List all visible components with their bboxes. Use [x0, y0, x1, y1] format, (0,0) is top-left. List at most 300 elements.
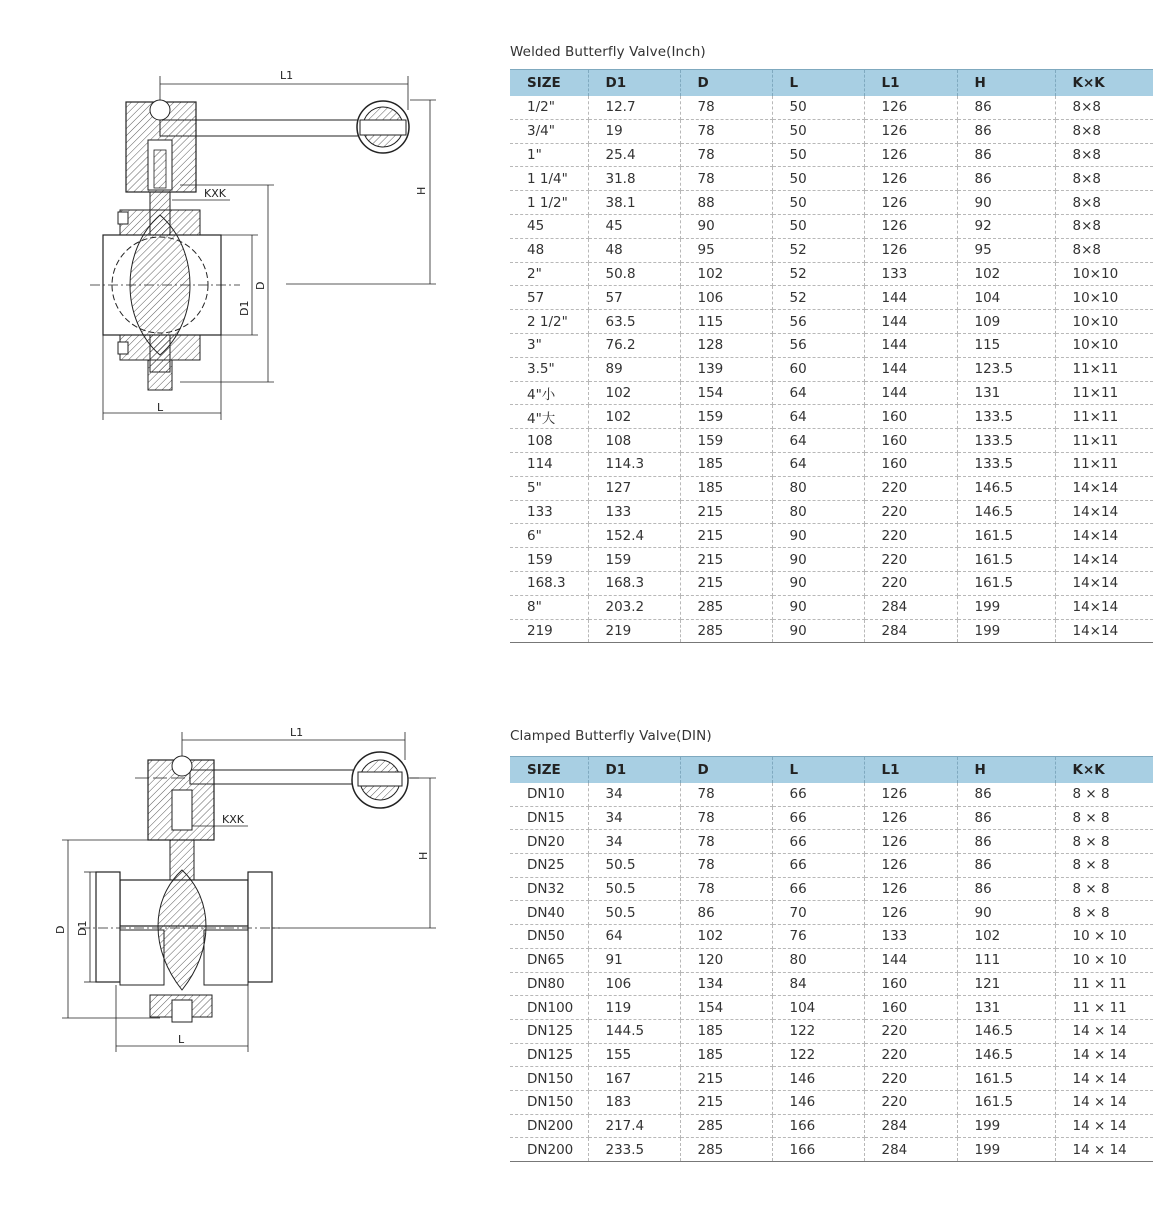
table-row — [510, 96, 1153, 119]
table-cell: 285 — [680, 1114, 772, 1138]
welded-dimension-table — [510, 69, 1153, 643]
table-cell: 109 — [957, 310, 1055, 334]
table-cell: 34 — [588, 806, 680, 830]
table-cell: 10×10 — [1055, 262, 1153, 286]
table-cell: 8×8 — [1055, 238, 1153, 262]
table-cell: 215 — [680, 548, 772, 572]
table-cell: 86 — [957, 119, 1055, 143]
table-cell: 199 — [957, 1138, 1055, 1162]
table-cell: 14 × 14 — [1055, 1043, 1153, 1067]
table-cell: 126 — [864, 877, 957, 901]
table-cell: 14 × 14 — [1055, 1090, 1153, 1114]
table-cell: 133.5 — [957, 452, 1055, 476]
table-row — [510, 214, 1153, 238]
table-cell: 1 1/2" — [510, 191, 588, 215]
column-header: L1 — [864, 757, 957, 784]
table-row — [510, 143, 1153, 167]
table-cell: 233.5 — [588, 1138, 680, 1162]
table-cell: 90 — [772, 524, 864, 548]
table-cell: 90 — [772, 571, 864, 595]
column-header: SIZE — [510, 757, 588, 784]
table-cell: DN125 — [510, 1019, 588, 1043]
table-cell: 203.2 — [588, 595, 680, 619]
table-cell: DN10 — [510, 783, 588, 806]
table-cell: 86 — [957, 806, 1055, 830]
table-row — [510, 619, 1153, 643]
table-cell: 215 — [680, 571, 772, 595]
table-cell: 161.5 — [957, 571, 1055, 595]
table-cell: 284 — [864, 595, 957, 619]
table-row — [510, 405, 1153, 429]
table-row — [510, 548, 1153, 572]
table-cell: 159 — [680, 429, 772, 453]
table-cell: 144.5 — [588, 1019, 680, 1043]
table-row — [510, 310, 1153, 334]
table-row — [510, 830, 1153, 854]
l-label: L — [157, 401, 164, 414]
table-cell: 86 — [957, 877, 1055, 901]
table-cell: 146.5 — [957, 1043, 1055, 1067]
table-cell: 160 — [864, 972, 957, 996]
h-label: H — [415, 186, 428, 195]
table-row — [510, 333, 1153, 357]
table-row — [510, 429, 1153, 453]
table-row — [510, 1019, 1153, 1043]
table-cell: DN80 — [510, 972, 588, 996]
table-cell: 78 — [680, 143, 772, 167]
table-cell: 1/2" — [510, 96, 588, 119]
table-cell: 10×10 — [1055, 286, 1153, 310]
table-cell: 5" — [510, 476, 588, 500]
table-cell: 8×8 — [1055, 167, 1153, 191]
table-cell: 10×10 — [1055, 310, 1153, 334]
table-cell: 64 — [588, 925, 680, 949]
table-cell: 3/4" — [510, 119, 588, 143]
table-cell: 134 — [680, 972, 772, 996]
table-cell: 126 — [864, 167, 957, 191]
table-cell: 1 1/4" — [510, 167, 588, 191]
table-cell: 52 — [772, 286, 864, 310]
table-cell: 185 — [680, 1019, 772, 1043]
table-cell: 220 — [864, 500, 957, 524]
table-cell: 102 — [680, 925, 772, 949]
table-cell: 2" — [510, 262, 588, 286]
welded-valve-drawing — [80, 60, 540, 500]
table-cell: 220 — [864, 1067, 957, 1091]
table-cell: 220 — [864, 476, 957, 500]
table-cell: 50.5 — [588, 854, 680, 878]
table-cell: DN20 — [510, 830, 588, 854]
table-cell: 159 — [510, 548, 588, 572]
table-cell: 76.2 — [588, 333, 680, 357]
table-cell: 123.5 — [957, 357, 1055, 381]
table-cell: 14×14 — [1055, 619, 1153, 643]
table-cell: 78 — [680, 830, 772, 854]
table-cell: 185 — [680, 1043, 772, 1067]
table-row — [510, 524, 1153, 548]
table-cell: DN25 — [510, 854, 588, 878]
table-cell: 126 — [864, 830, 957, 854]
table-cell: 76 — [772, 925, 864, 949]
table-cell: 8" — [510, 595, 588, 619]
table-cell: 90 — [957, 901, 1055, 925]
table-cell: 84 — [772, 972, 864, 996]
table-cell: DN32 — [510, 877, 588, 901]
table-cell: 3.5" — [510, 357, 588, 381]
table-cell: DN125 — [510, 1043, 588, 1067]
table-cell: 34 — [588, 783, 680, 806]
table-cell: 66 — [772, 830, 864, 854]
table-row — [510, 783, 1153, 806]
table-cell: 146 — [772, 1067, 864, 1091]
table-row — [510, 500, 1153, 524]
table-cell: 220 — [864, 1090, 957, 1114]
column-header: L1 — [864, 70, 957, 97]
table-row — [510, 476, 1153, 500]
table-cell: 78 — [680, 96, 772, 119]
column-header: L — [772, 757, 864, 784]
table-cell: 92 — [957, 214, 1055, 238]
table-cell: 11×11 — [1055, 405, 1153, 429]
table-cell: 95 — [680, 238, 772, 262]
table-cell: DN100 — [510, 996, 588, 1020]
table-cell: 108 — [510, 429, 588, 453]
table-cell: 50 — [772, 119, 864, 143]
table-cell: 285 — [680, 595, 772, 619]
table-cell: 217.4 — [588, 1114, 680, 1138]
table-cell: 90 — [772, 619, 864, 643]
table-cell: 102 — [957, 925, 1055, 949]
table-cell: 11×11 — [1055, 381, 1153, 405]
table-cell: 131 — [957, 381, 1055, 405]
h-label: H — [417, 851, 430, 860]
table-cell: 66 — [772, 806, 864, 830]
table-cell: 102 — [588, 381, 680, 405]
table-cell: 56 — [772, 310, 864, 334]
table-cell: 50 — [772, 167, 864, 191]
table-cell: 126 — [864, 783, 957, 806]
table-cell: 14×14 — [1055, 500, 1153, 524]
table-cell: 8 × 8 — [1055, 806, 1153, 830]
table-cell: 220 — [864, 1043, 957, 1067]
table-cell: 11×11 — [1055, 429, 1153, 453]
table-cell: 12.7 — [588, 96, 680, 119]
table-cell: 95 — [957, 238, 1055, 262]
table-row — [510, 996, 1153, 1020]
table-cell: 14×14 — [1055, 548, 1153, 572]
table-cell: 285 — [680, 619, 772, 643]
table-cell: 50 — [772, 143, 864, 167]
table-cell: 50.5 — [588, 877, 680, 901]
table-cell: 8 × 8 — [1055, 877, 1153, 901]
table-cell: 127 — [588, 476, 680, 500]
table-cell: 6" — [510, 524, 588, 548]
table-cell: 146.5 — [957, 1019, 1055, 1043]
clamped-valve-drawing — [50, 720, 470, 1060]
table-cell: 57 — [588, 286, 680, 310]
table-cell: 50.8 — [588, 262, 680, 286]
table-cell: 133.5 — [957, 405, 1055, 429]
table-cell: 155 — [588, 1043, 680, 1067]
table-cell: 70 — [772, 901, 864, 925]
table-cell: 78 — [680, 167, 772, 191]
table-cell: 185 — [680, 452, 772, 476]
table-row — [510, 119, 1153, 143]
table-row — [510, 948, 1153, 972]
table-cell: DN65 — [510, 948, 588, 972]
table-row — [510, 238, 1153, 262]
table-cell: 159 — [680, 405, 772, 429]
table-cell: 8×8 — [1055, 191, 1153, 215]
table-cell: DN150 — [510, 1067, 588, 1091]
clamped-dimension-table — [510, 756, 1153, 1162]
table-cell: 50 — [772, 191, 864, 215]
table-cell: 64 — [772, 429, 864, 453]
table-cell: 131 — [957, 996, 1055, 1020]
table-cell: 144 — [864, 948, 957, 972]
column-header: H — [957, 757, 1055, 784]
table-cell: 284 — [864, 619, 957, 643]
table-cell: 56 — [772, 333, 864, 357]
table-cell: 133.5 — [957, 429, 1055, 453]
table-cell: 215 — [680, 500, 772, 524]
table-cell: 115 — [680, 310, 772, 334]
table-row — [510, 925, 1153, 949]
table-cell: 102 — [588, 405, 680, 429]
table-cell: 50.5 — [588, 901, 680, 925]
table-cell: 25.4 — [588, 143, 680, 167]
table-cell: 11 × 11 — [1055, 996, 1153, 1020]
table-cell: 166 — [772, 1114, 864, 1138]
column-header: L — [772, 70, 864, 97]
table-cell: 66 — [772, 854, 864, 878]
table-cell: 10×10 — [1055, 333, 1153, 357]
table-cell: DN150 — [510, 1090, 588, 1114]
table-cell: 126 — [864, 806, 957, 830]
table-cell: 3" — [510, 333, 588, 357]
table-cell: 199 — [957, 595, 1055, 619]
table-cell: 161.5 — [957, 524, 1055, 548]
table-cell: 14 × 14 — [1055, 1114, 1153, 1138]
table-cell: 91 — [588, 948, 680, 972]
table-row — [510, 381, 1153, 405]
table-row — [510, 854, 1153, 878]
table-cell: 115 — [957, 333, 1055, 357]
table-cell: 60 — [772, 357, 864, 381]
table-cell: 86 — [957, 167, 1055, 191]
table-cell: 160 — [864, 405, 957, 429]
table-cell: DN200 — [510, 1114, 588, 1138]
table-cell: 8 × 8 — [1055, 783, 1153, 806]
table-cell: 64 — [772, 405, 864, 429]
table-cell: 14×14 — [1055, 524, 1153, 548]
table-cell: 90 — [772, 548, 864, 572]
table-cell: 86 — [957, 96, 1055, 119]
table-cell: 126 — [864, 901, 957, 925]
table-cell: 160 — [864, 996, 957, 1020]
table-cell: 215 — [680, 1067, 772, 1091]
table-cell: 219 — [510, 619, 588, 643]
table-cell: 34 — [588, 830, 680, 854]
table-cell: 126 — [864, 96, 957, 119]
table-cell: 144 — [864, 381, 957, 405]
table-cell: 11 × 11 — [1055, 972, 1153, 996]
table-cell: 126 — [864, 238, 957, 262]
table-cell: 133 — [864, 262, 957, 286]
table-cell: 48 — [510, 238, 588, 262]
table-row — [510, 357, 1153, 381]
table-cell: 183 — [588, 1090, 680, 1114]
table-cell: 2 1/2" — [510, 310, 588, 334]
table-cell: 161.5 — [957, 548, 1055, 572]
table-cell: 133 — [864, 925, 957, 949]
table-cell: 126 — [864, 119, 957, 143]
table-row — [510, 452, 1153, 476]
table-cell: 220 — [864, 1019, 957, 1043]
table-cell: 50 — [772, 214, 864, 238]
table-row — [510, 595, 1153, 619]
table-cell: 80 — [772, 476, 864, 500]
table-cell: 78 — [680, 806, 772, 830]
table-cell: 10 × 10 — [1055, 925, 1153, 949]
d1-label: D1 — [76, 920, 89, 936]
table-cell: DN200 — [510, 1138, 588, 1162]
table-cell: 45 — [588, 214, 680, 238]
table-cell: 114.3 — [588, 452, 680, 476]
table-row — [510, 1138, 1153, 1162]
table-cell: 154 — [680, 381, 772, 405]
table-cell: 4"大 — [510, 405, 588, 429]
table-header-row — [510, 70, 1153, 97]
table-cell: 14×14 — [1055, 571, 1153, 595]
column-header: D1 — [588, 70, 680, 97]
table-row — [510, 286, 1153, 310]
table-row — [510, 1067, 1153, 1091]
table-cell: 146.5 — [957, 500, 1055, 524]
table-row — [510, 1090, 1153, 1114]
d-label: D — [54, 925, 67, 934]
table-cell: 154 — [680, 996, 772, 1020]
d1-label: D1 — [238, 300, 251, 316]
table-cell: 219 — [588, 619, 680, 643]
table-cell: 104 — [772, 996, 864, 1020]
table-row — [510, 1114, 1153, 1138]
table-row — [510, 806, 1153, 830]
table-cell: 90 — [680, 214, 772, 238]
table-cell: 1" — [510, 143, 588, 167]
table-cell: 8×8 — [1055, 214, 1153, 238]
table-cell: 161.5 — [957, 1090, 1055, 1114]
table-cell: 126 — [864, 191, 957, 215]
table-cell: 139 — [680, 357, 772, 381]
table-cell: 220 — [864, 548, 957, 572]
column-header: D1 — [588, 757, 680, 784]
table-cell: 120 — [680, 948, 772, 972]
table-row — [510, 191, 1153, 215]
table-cell: 45 — [510, 214, 588, 238]
table-cell: 14 × 14 — [1055, 1019, 1153, 1043]
column-header: D — [680, 757, 772, 784]
kxk-label: KXK — [222, 813, 244, 826]
table-cell: 126 — [864, 214, 957, 238]
table-cell: 31.8 — [588, 167, 680, 191]
table-cell: 284 — [864, 1114, 957, 1138]
table-cell: 111 — [957, 948, 1055, 972]
table-cell: 102 — [957, 262, 1055, 286]
table-cell: 88 — [680, 191, 772, 215]
table-cell: 104 — [957, 286, 1055, 310]
table-cell: 19 — [588, 119, 680, 143]
table-cell: 38.1 — [588, 191, 680, 215]
table-cell: 168.3 — [510, 571, 588, 595]
table-cell: 126 — [864, 143, 957, 167]
table-cell: 152.4 — [588, 524, 680, 548]
column-header: D — [680, 70, 772, 97]
table-cell: 11×11 — [1055, 452, 1153, 476]
table-cell: 8×8 — [1055, 143, 1153, 167]
table-row — [510, 167, 1153, 191]
table-cell: 80 — [772, 500, 864, 524]
table-cell: 146.5 — [957, 476, 1055, 500]
table-cell: 10 × 10 — [1055, 948, 1153, 972]
table-cell: 144 — [864, 333, 957, 357]
table-cell: 119 — [588, 996, 680, 1020]
table-cell: 8×8 — [1055, 96, 1153, 119]
table-cell: 102 — [680, 262, 772, 286]
table-cell: 11×11 — [1055, 357, 1153, 381]
table-cell: 159 — [588, 548, 680, 572]
table-cell: 14 × 14 — [1055, 1067, 1153, 1091]
table-cell: 168.3 — [588, 571, 680, 595]
table-row — [510, 901, 1153, 925]
table-cell: 52 — [772, 262, 864, 286]
column-header: SIZE — [510, 70, 588, 97]
table-cell: 48 — [588, 238, 680, 262]
d-label: D — [254, 281, 267, 290]
table-cell: 122 — [772, 1043, 864, 1067]
table-cell: 78 — [680, 877, 772, 901]
table-row — [510, 262, 1153, 286]
table-cell: 64 — [772, 452, 864, 476]
table-cell: 80 — [772, 948, 864, 972]
column-header: K×K — [1055, 757, 1153, 784]
table-cell: 57 — [510, 286, 588, 310]
table-cell: 133 — [588, 500, 680, 524]
table-cell: 90 — [957, 191, 1055, 215]
l1-label: L1 — [280, 69, 294, 82]
table-cell: 78 — [680, 783, 772, 806]
table-cell: 126 — [864, 854, 957, 878]
table-cell: 50 — [772, 96, 864, 119]
table-cell: 52 — [772, 238, 864, 262]
table-cell: 285 — [680, 1138, 772, 1162]
table-cell: 8 × 8 — [1055, 901, 1153, 925]
table-cell: 106 — [680, 286, 772, 310]
l-label: L — [178, 1033, 185, 1046]
table-cell: 8 × 8 — [1055, 854, 1153, 878]
table-cell: 185 — [680, 476, 772, 500]
table-cell: 86 — [957, 143, 1055, 167]
table-cell: 161.5 — [957, 1067, 1055, 1091]
table-cell: DN15 — [510, 806, 588, 830]
table-cell: 114 — [510, 452, 588, 476]
table-cell: 90 — [772, 595, 864, 619]
table-cell: 144 — [864, 310, 957, 334]
table-cell: 133 — [510, 500, 588, 524]
table-cell: 14 × 14 — [1055, 1138, 1153, 1162]
table-cell: 144 — [864, 357, 957, 381]
table-cell: 63.5 — [588, 310, 680, 334]
